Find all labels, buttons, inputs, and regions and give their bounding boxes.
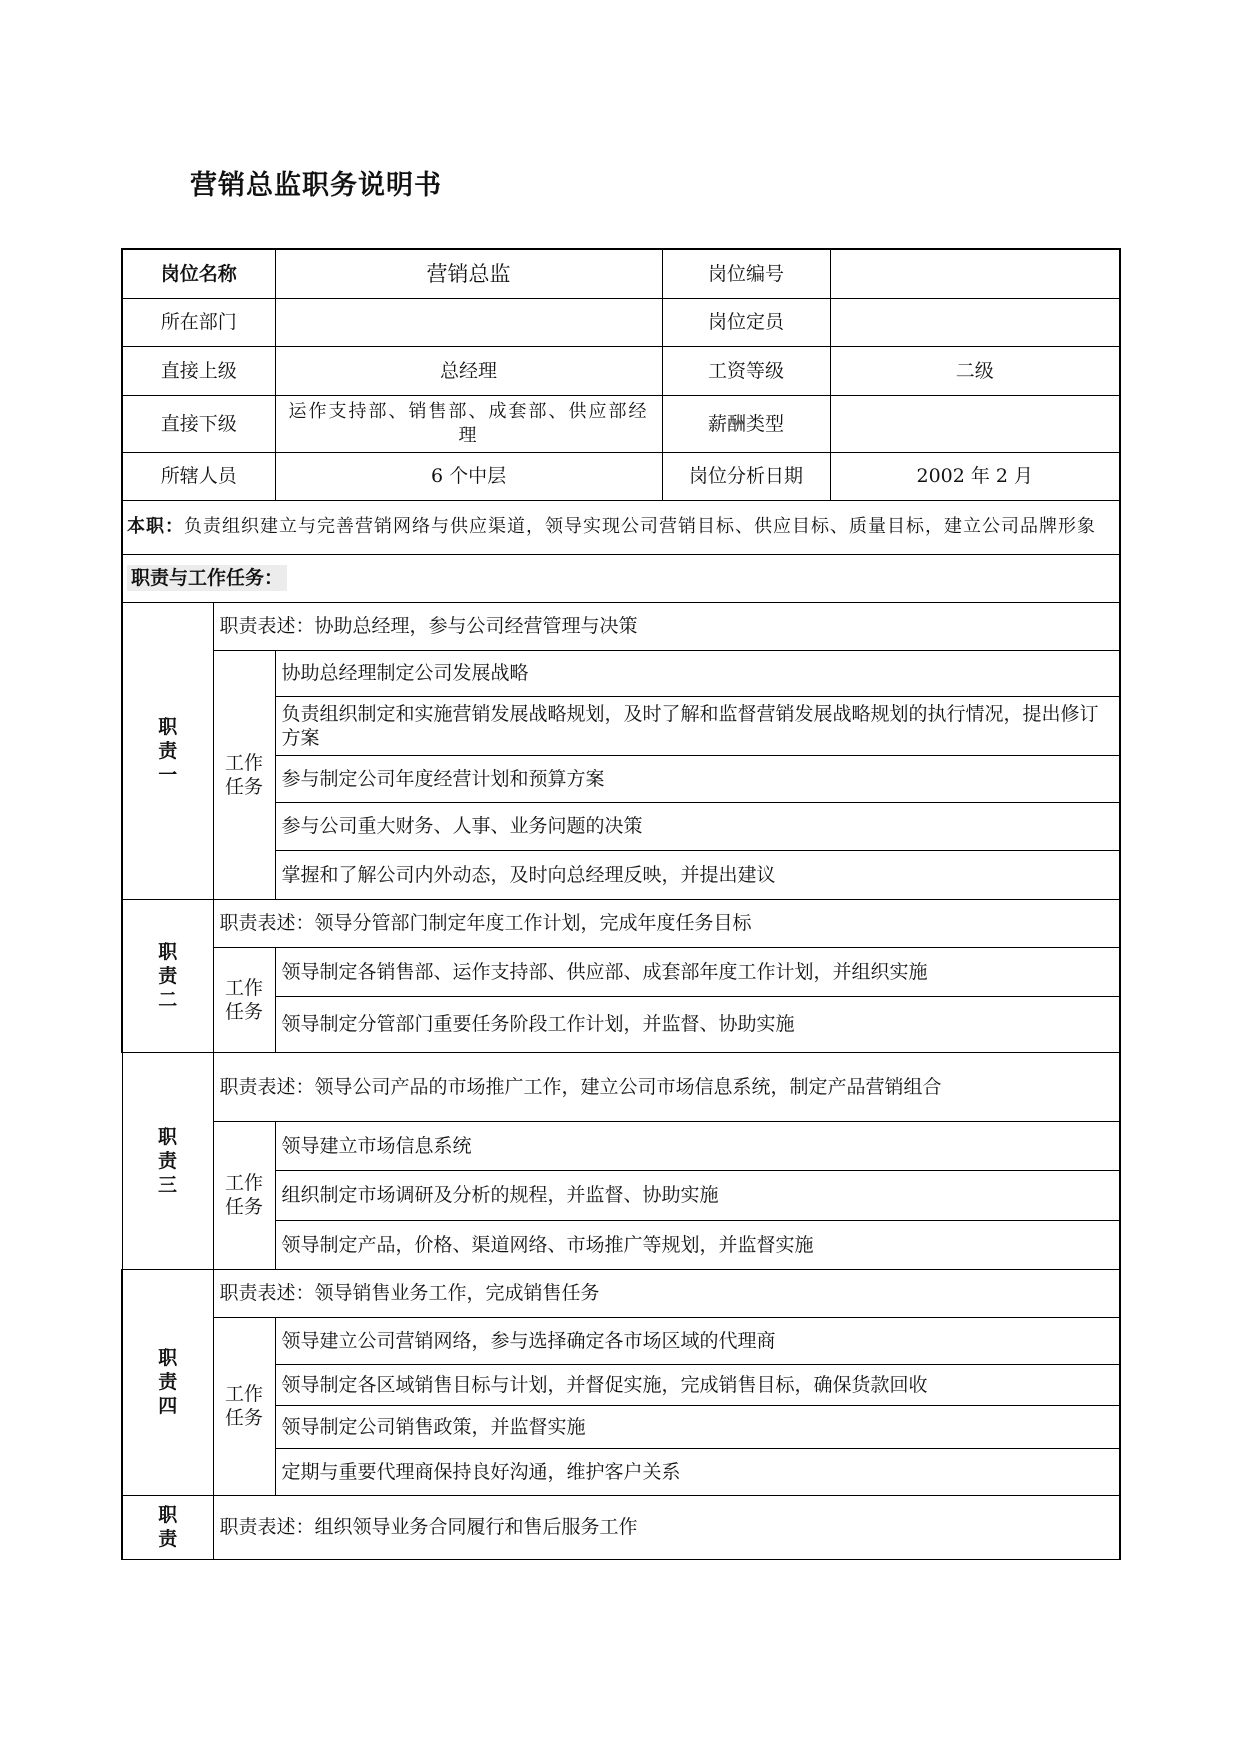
- info-value: [830, 298, 1120, 346]
- duty-name: 职 责 二: [122, 899, 213, 1052]
- task-item: 领导制定公司销售政策，并监督实施: [275, 1405, 1120, 1448]
- info-label: 岗位编号: [662, 249, 830, 298]
- task-label: 工作 任务: [213, 947, 275, 1052]
- info-value: 2002 年 2 月: [830, 452, 1120, 500]
- info-label: 薪酬类型: [662, 395, 830, 452]
- task-item: 领导制定产品，价格、渠道网络、市场推广等规划，并监督实施: [275, 1220, 1120, 1269]
- task-item: 领导制定分管部门重要任务阶段工作计划，并监督、协助实施: [275, 996, 1120, 1052]
- info-value: 6 个中层: [275, 452, 662, 500]
- info-label: 岗位定员: [662, 298, 830, 346]
- info-label: 工资等级: [662, 346, 830, 395]
- info-value: 运作支持部、销售部、成套部、供应部经理: [275, 395, 662, 452]
- info-value: 二级: [830, 346, 1120, 395]
- task-item: 领导建立市场信息系统: [275, 1121, 1120, 1170]
- info-value: 营销总监: [275, 249, 662, 298]
- duty-name: 职 责 一: [122, 602, 213, 899]
- duty-description: 职责表述：领导分管部门制定年度工作计划，完成年度任务目标: [213, 899, 1120, 947]
- section-header-cell: [122, 554, 1120, 602]
- duty-description: 职责表述：领导公司产品的市场推广工作，建立公司市场信息系统，制定产品营销组合: [213, 1052, 1120, 1121]
- section-header-row: [122, 554, 1120, 602]
- task-item: 定期与重要代理商保持良好沟通，维护客户关系: [275, 1448, 1120, 1495]
- section-header: 职责与工作任务：: [127, 565, 287, 591]
- info-label: 所在部门: [122, 298, 275, 346]
- duty-name: 职 责: [122, 1495, 213, 1559]
- task-item: 参与制定公司年度经营计划和预算方案: [275, 755, 1120, 802]
- document-title: 营销总监职务说明书: [190, 170, 442, 201]
- info-value: 总经理: [275, 346, 662, 395]
- duty-name: 职 责 三: [122, 1052, 213, 1269]
- duty-description-row: [122, 1052, 1120, 1121]
- task-item: 组织制定市场调研及分析的规程，并监督、协助实施: [275, 1170, 1120, 1220]
- task-item: 领导建立公司营销网络，参与选择确定各市场区域的代理商: [275, 1317, 1120, 1364]
- info-value: [275, 298, 662, 346]
- mission-text: 负责组织建立与完善营销网络与供应渠道，领导实现公司营销目标、供应目标、质量目标，建立公司品牌形象: [184, 516, 1096, 537]
- task-row: [122, 947, 1120, 996]
- task-item: 领导制定各销售部、运作支持部、供应部、成套部年度工作计划，并组织实施: [275, 947, 1120, 996]
- task-row: [122, 1121, 1120, 1170]
- task-row: [122, 650, 1120, 696]
- duty-name: 职 责 四: [122, 1269, 213, 1495]
- task-item: 负责组织制定和实施营销发展战略规划，及时了解和监督营销发展战略规划的执行情况，提出修订方案: [275, 696, 1120, 755]
- task-label: 工作 任务: [213, 650, 275, 899]
- info-label: 所辖人员: [122, 452, 275, 500]
- task-item: 领导制定各区域销售目标与计划，并督促实施，完成销售目标，确保货款回收: [275, 1364, 1120, 1405]
- info-label: 岗位分析日期: [662, 452, 830, 500]
- mission-cell: [122, 500, 1120, 554]
- info-row: [122, 346, 1120, 395]
- duty-description: 职责表述：组织领导业务合同履行和售后服务工作: [213, 1495, 1120, 1559]
- duty-description: 职责表述：领导销售业务工作，完成销售任务: [213, 1269, 1120, 1317]
- info-label: 直接上级: [122, 346, 275, 395]
- info-value: [830, 249, 1120, 298]
- info-row: [122, 249, 1120, 298]
- duty-description-row: [122, 899, 1120, 947]
- info-row: [122, 395, 1120, 452]
- mission-row: [122, 500, 1120, 554]
- task-row: [122, 1317, 1120, 1364]
- duty-description: 职责表述：协助总经理，参与公司经营管理与决策: [213, 602, 1120, 650]
- duty-description-row: [122, 602, 1120, 650]
- info-row: [122, 298, 1120, 346]
- info-value: [830, 395, 1120, 452]
- mission-label: 本职：: [127, 516, 184, 537]
- task-item: 协助总经理制定公司发展战略: [275, 650, 1120, 696]
- info-label: 直接下级: [122, 395, 275, 452]
- task-item: 掌握和了解公司内外动态，及时向总经理反映，并提出建议: [275, 850, 1120, 899]
- task-label: 工作 任务: [213, 1121, 275, 1269]
- info-row: [122, 452, 1120, 500]
- job-description-table: [121, 248, 1121, 1560]
- duty-description-row: [122, 1495, 1120, 1559]
- duty-description-row: [122, 1269, 1120, 1317]
- info-label: 岗位名称: [122, 249, 275, 298]
- task-label: 工作 任务: [213, 1317, 275, 1495]
- task-item: 参与公司重大财务、人事、业务问题的决策: [275, 802, 1120, 850]
